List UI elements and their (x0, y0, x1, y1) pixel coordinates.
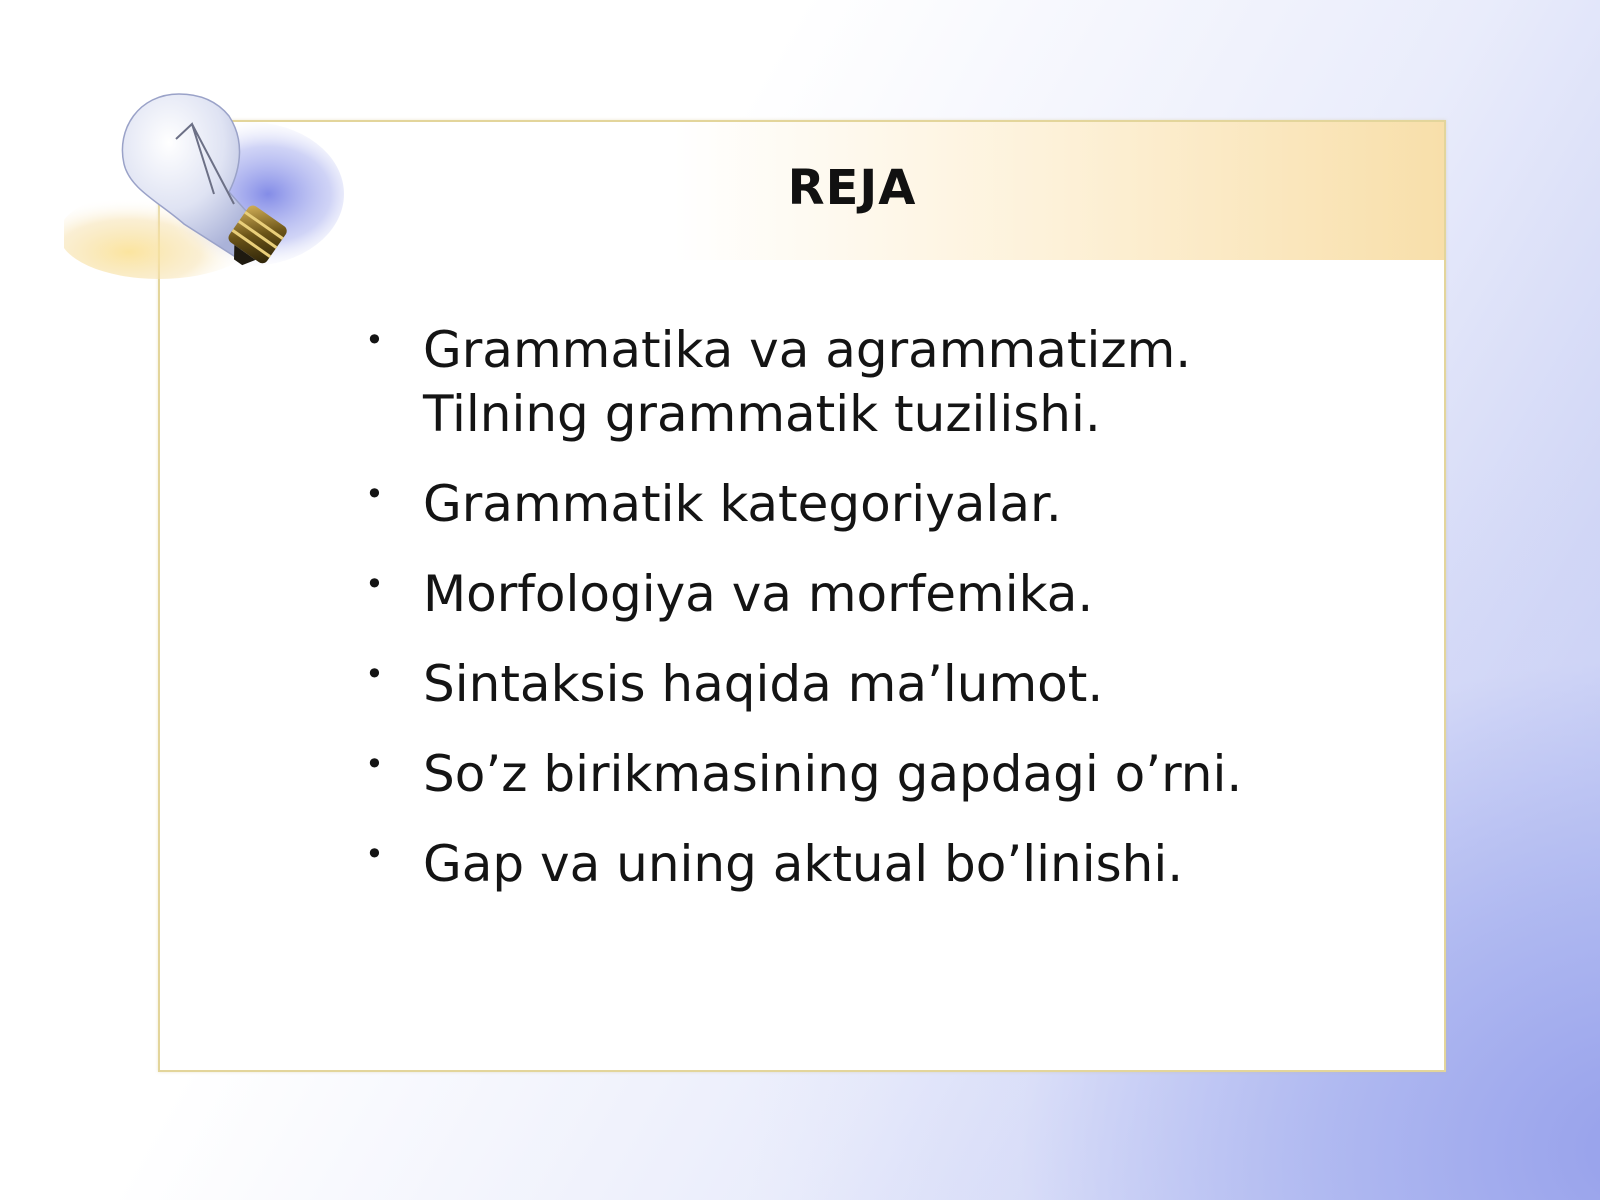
bullet-item (365, 318, 1265, 446)
bullet-dot: • (365, 745, 384, 783)
bullet-item (365, 652, 1265, 716)
bullet-item (365, 742, 1265, 806)
bullet-text: Morfologiya va morfemika. (423, 565, 1094, 623)
bullet-text: Sintaksis haqida ma’lumot. (423, 655, 1104, 713)
bullet-dot: • (365, 655, 384, 693)
bullet-text: Grammatik kategoriyalar. (423, 475, 1062, 533)
bullet-dot: • (365, 475, 384, 513)
bullet-text: Grammatika va agrammatizm. Tilning grammatik tuzilishi. (423, 321, 1192, 443)
bullet-list (365, 318, 1265, 922)
lightbulb-icon (64, 84, 354, 284)
slide-title: REJA (787, 160, 917, 216)
bullet-text: Gap va uning aktual bo’linishi. (423, 835, 1184, 893)
bullet-text: So’z birikmasining gapdagi o’rni. (423, 745, 1243, 803)
bullet-dot: • (365, 835, 384, 873)
bullet-item (365, 472, 1265, 536)
bullet-dot: • (365, 565, 384, 603)
bullet-item (365, 832, 1265, 896)
bullet-item (365, 562, 1265, 626)
bullet-dot: • (365, 321, 384, 359)
